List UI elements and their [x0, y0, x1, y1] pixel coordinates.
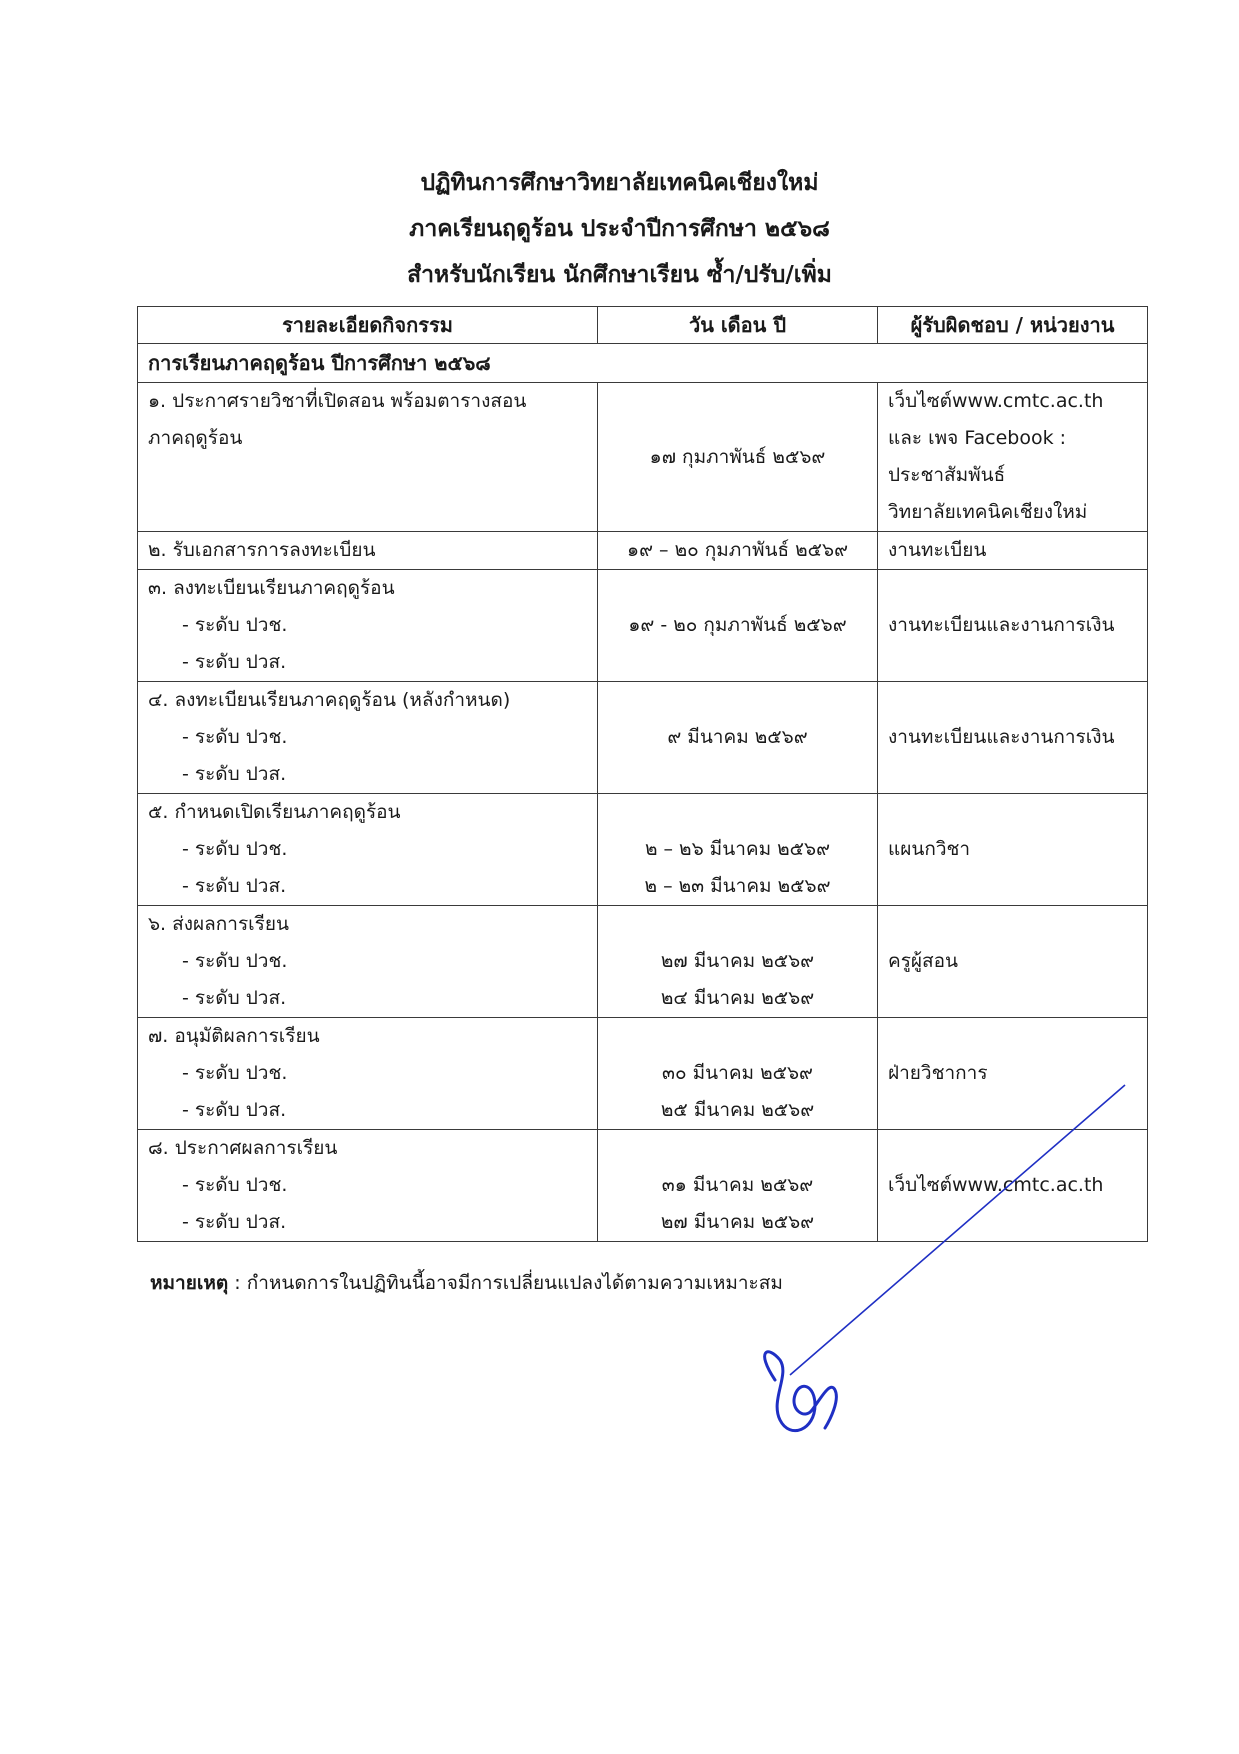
doc-title-line-3: สำหรับนักเรียน นักศึกษาเรียน ซ้ำ/ปรับ/เพิ่ม [407, 262, 832, 288]
activity-sub-line: - ระดับ ปวช. [182, 838, 288, 860]
date-line: ๒๔ มีนาคม ๒๕๖๙ [660, 987, 815, 1009]
activity-line: ๖. ส่งผลการเรียน [148, 913, 289, 935]
activity-line: ๓. ลงทะเบียนเรียนภาคฤดูร้อน [148, 577, 395, 599]
doc-title-line-1: ปฏิทินการศึกษาวิทยาลัยเทคนิคเชียงใหม่ [420, 170, 819, 196]
owner-line: แผนกวิชา [888, 838, 971, 860]
date-line: ๒ – ๒๖ มีนาคม ๒๕๖๙ [644, 838, 831, 860]
owner-line: งานทะเบียนและงานการเงิน [888, 614, 1115, 636]
footnote-label: หมายเหตุ [150, 1272, 229, 1294]
signature-mark [765, 1352, 837, 1431]
owner-line: และ เพจ Facebook : [888, 427, 1067, 449]
activity-sub-line: - ระดับ ปวส. [182, 1211, 287, 1233]
section-title: การเรียนภาคฤดูร้อน ปีการศึกษา ๒๕๖๘ [138, 344, 1148, 383]
owner-line: งานทะเบียน [888, 539, 987, 561]
date-line: ๒๕ มีนาคม ๒๕๖๙ [660, 1099, 815, 1121]
footnote-text: : กำหนดการในปฏิทินนี้อาจมีการเปลี่ยนแปลงได้ตามความเหมาะสม [228, 1272, 783, 1294]
owner-line: ประชาสัมพันธ์ [888, 464, 1006, 486]
activity-sub-line: - ระดับ ปวส. [182, 1099, 287, 1121]
header-date: วัน เดือน ปี [598, 307, 878, 344]
date-line: ๑๙ - ๒๐ กุมภาพันธ์ ๒๕๖๙ [628, 614, 847, 636]
activity-line: ภาคฤดูร้อน [148, 427, 243, 449]
date-line: ๓๐ มีนาคม ๒๕๖๙ [662, 1062, 813, 1084]
date-line: ๒๗ มีนาคม ๒๕๖๙ [660, 1211, 815, 1233]
activity-line: ๔. ลงทะเบียนเรียนภาคฤดูร้อน (หลังกำหนด) [148, 689, 511, 711]
activity-line: ๑. ประกาศรายวิชาที่เปิดสอน พร้อมตารางสอน [148, 390, 527, 412]
owner-line: เว็บไซต์www.cmtc.ac.th [888, 390, 1104, 412]
activity-sub-line: - ระดับ ปวช. [182, 726, 288, 748]
owner-line: ฝ่ายวิชาการ [888, 1062, 988, 1084]
date-line: ๒ – ๒๓ มีนาคม ๒๕๖๙ [644, 875, 831, 897]
header-owner: ผู้รับผิดชอบ / หน่วยงาน [878, 307, 1148, 344]
activity-sub-line: - ระดับ ปวช. [182, 1174, 288, 1196]
date-line: ๙ มีนาคม ๒๕๖๙ [667, 726, 808, 748]
owner-line: วิทยาลัยเทคนิคเชียงใหม่ [888, 501, 1088, 523]
activity-sub-line: - ระดับ ปวช. [182, 950, 288, 972]
activity-line: ๘. ประกาศผลการเรียน [148, 1137, 338, 1159]
activity-line: ๕. กำหนดเปิดเรียนภาคฤดูร้อน [148, 801, 401, 823]
date-line: ๑๗ กุมภาพันธ์ ๒๕๖๙ [649, 445, 826, 468]
date-line: ๒๗ มีนาคม ๒๕๖๙ [660, 950, 815, 972]
activity-sub-line: - ระดับ ปวส. [182, 651, 287, 673]
owner-line: เว็บไซต์www.cmtc.ac.th [888, 1174, 1104, 1196]
date-line: ๑๙ – ๒๐ กุมภาพันธ์ ๒๕๖๙ [627, 539, 848, 561]
activity-sub-line: - ระดับ ปวส. [182, 875, 287, 897]
activity-sub-line: - ระดับ ปวช. [182, 1062, 288, 1084]
activity-sub-line: - ระดับ ปวช. [182, 614, 288, 636]
activity-sub-line: - ระดับ ปวส. [182, 987, 287, 1009]
signature-stroke [790, 1085, 1125, 1375]
date-line: ๓๑ มีนาคม ๒๕๖๙ [661, 1174, 814, 1196]
owner-line: งานทะเบียนและงานการเงิน [888, 726, 1115, 748]
activity-line: ๒. รับเอกสารการลงทะเบียน [148, 539, 376, 561]
activity-line: ๗. อนุมัติผลการเรียน [148, 1025, 320, 1047]
activity-sub-line: - ระดับ ปวส. [182, 763, 287, 785]
owner-line: ครูผู้สอน [888, 950, 959, 972]
doc-title-line-2: ภาคเรียนฤดูร้อน ประจำปีการศึกษา ๒๕๖๘ [409, 216, 830, 242]
header-activity: รายละเอียดกิจกรรม [138, 307, 598, 344]
